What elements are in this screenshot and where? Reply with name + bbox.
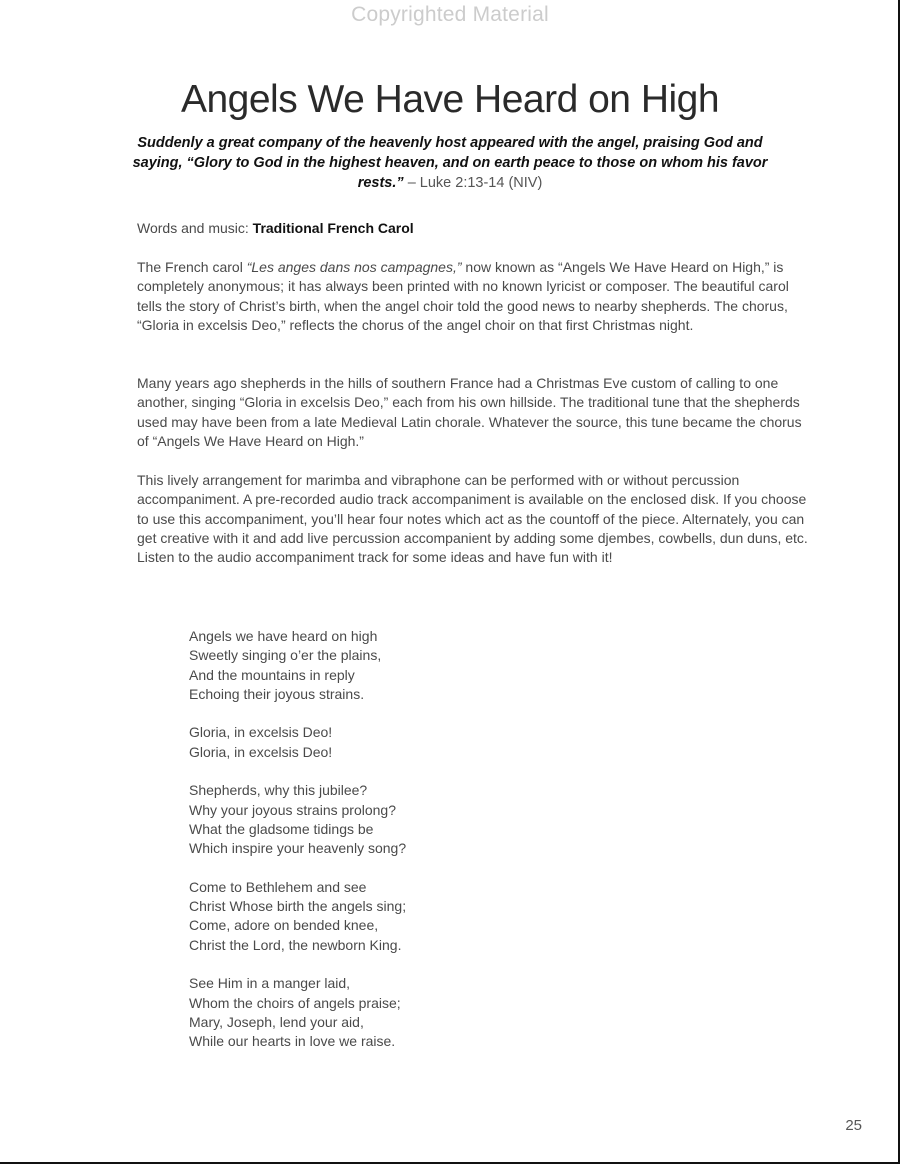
lyrics-stanza [189, 878, 689, 955]
lyrics [189, 627, 689, 1071]
copyright-watermark: Copyrighted Material [351, 3, 549, 26]
lyrics-stanza [189, 974, 689, 1051]
lyric-line: Why your joyous strains prolong? [189, 801, 396, 818]
tradition-paragraph: Many years ago shepherds in the hills of southern France had a Christmas Eve custom of calling to one another, singing “Gloria in excelsis Deo,” each from his own hillside. The traditional tune that the shepherds used may have been from a late Medieval Latin chorale. Whatever the source, this tune became the chorus of “Angels We Have Heard on High.” [137, 375, 802, 449]
lyric-line: Come, adore on bended knee, [189, 917, 379, 934]
epigraph-quote: Suddenly a great company of the heavenly host appeared with the angel, praising God and saying, “Glory to God in the highest heaven, and on earth peace to those on whom his favor rests.” [132, 135, 768, 191]
arrangement-paragraph: This lively arrangement for marimba and vibraphone can be performed with or without percussion accompaniment. A pre-recorded audio track accompaniment is available on the enclosed disk. If you choose to use this accompaniment, you’ll hear four notes which act as the countoff of the piece. Alternately, you can get creative with it and add live percussion accompanient by adding some djembes, cowbells, dun duns, etc. Listen to the audio accompaniment track for some ideas and have fun with it! [137, 472, 808, 566]
lyric-line: Sweetly singing o’er the plains, [189, 647, 382, 664]
lyrics-stanza [189, 627, 689, 704]
lyric-line: Echoing their joyous strains. [189, 685, 365, 702]
credits-line [137, 219, 809, 238]
lyric-line: Shepherds, why this jubilee? [189, 782, 368, 799]
history-paragraph [137, 258, 809, 335]
lyric-line: See Him in a manger laid, [189, 975, 351, 992]
lyric-line: Gloria, in excelsis Deo! [189, 743, 333, 760]
lyrics-stanza [189, 781, 689, 858]
lyric-line: Whom the choirs of angels praise; [189, 994, 401, 1011]
lyric-line: And the mountains in reply [189, 666, 355, 683]
lyric-line: Christ the Lord, the newborn King. [189, 936, 402, 953]
lyrics-chorus [189, 723, 689, 762]
french-title: “Les anges dans nos campagnes,” [246, 259, 462, 275]
lyric-line: What the gladsome tidings be [189, 820, 374, 837]
credits-value: Traditional French Carol [252, 220, 414, 236]
lyric-line: Christ Whose birth the angels sing; [189, 898, 407, 915]
credits-label: Words and music: [137, 220, 253, 236]
epigraph-citation: – Luke 2:13-14 (NIV) [407, 175, 543, 191]
lyric-line: Angels we have heard on high [189, 628, 378, 644]
history-paragraph-text: now known as “Angels We Have Heard on High,” is completely anonymous; it has always been printed with no known lyricist or composer. The beautiful carol tells the story of Christ’s birth, when the angel choir told the good news to nearby shepherds. The chorus, “Gloria in excelsis Deo,” reflects the chorus of the angel choir on that first Christmas night. [137, 259, 789, 333]
lyric-line: Gloria, in excelsis Deo! [189, 724, 333, 741]
page-title: Angels We Have Heard on High [180, 78, 720, 121]
scripture-epigraph [130, 133, 770, 193]
lyric-line: Come to Bethlehem and see [189, 878, 367, 895]
lyric-line: While our hearts in love we raise. [189, 1033, 396, 1050]
lyric-line: Which inspire your heavenly song? [189, 840, 407, 857]
page-number: 25 [845, 1117, 862, 1134]
history-paragraph-intro: The French carol [137, 259, 247, 275]
lyric-line: Mary, Joseph, lend your aid, [189, 1013, 364, 1030]
